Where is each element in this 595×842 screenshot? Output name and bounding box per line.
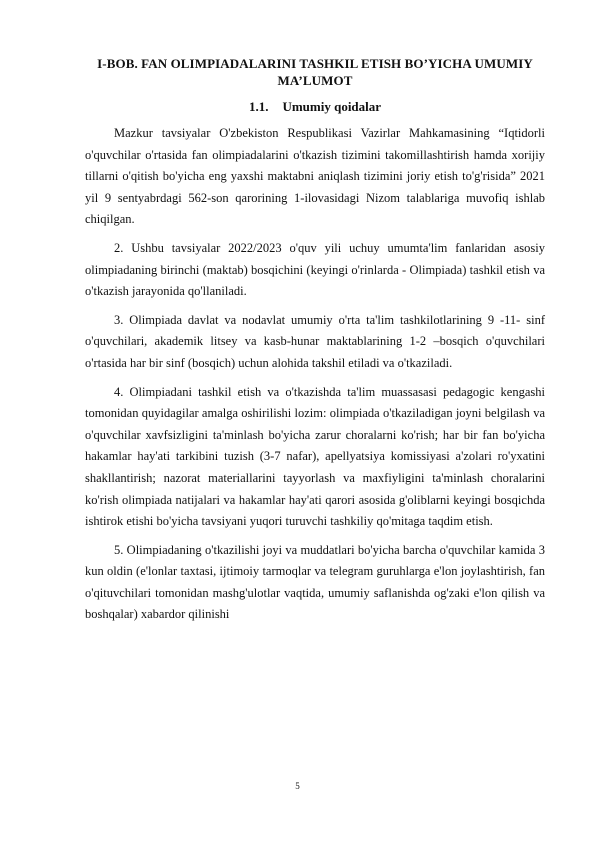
section-title: Umumiy qoidalar (282, 99, 382, 114)
paragraph-5: 5. Olimpiadaning o'tkazilishi joyi va muddatlari bo'yicha barcha o'quvchilar kamida 3 kun oldin (e'lonlar taxtasi, ijtimoiy tarmoqlar va telegram guruhlarga e'lon joylashtirish, fan o'qituvchilari tomonidan mashg'ulotlar vaqtida, umumiy saflanishda og'zaki e'lon qilish va boshqalar) xabardor qilinishi (85, 542, 545, 622)
page-number: 5 (295, 781, 300, 791)
paragraph-3: 3. Olimpiada davlat va nodavlat umumiy o'rta ta'lim tashkilotlarining 9 -11- sinf o'quvchilari, akademik litsey va kasb-hunar maktablarining 1-2 –bosqich o'quvchilari o'rtasida har bir sinf (bosqich) uchun alohida takshil etiladi va o'tkaziladi. (85, 312, 545, 370)
paragraph-1: Mazkur tavsiyalar O'zbekiston Respublikasi Vazirlar Mahkamasining “Iqtidorli o'quvchilar o'rtasida fan olimpiadalarini o'tkazish tizimini takomillashtirish hamda xorijiy tillarni o'qitish bo'yicha eng yaxshi maktabni aniqlash tizimini joriy etish to'g'risida” 2021 yil 9 sentyabrdagi 562-son qarorining 1-ilovasidagi Nizom talablariga muvofiq ishlab chiqilgan. (85, 126, 545, 227)
section-heading (85, 98, 545, 115)
paragraph-2: 2. Ushbu tavsiyalar 2022/2023 o'quv yili uchuy umumta'lim fanlaridan asosiy olimpiadaning birinchi (maktab) bosqichini (keyingi o'rinlarda - Olimpiada) tashkil etish va o'tkazish jarayonida qo'llaniladi. (85, 240, 545, 299)
section-number: 1.1. (248, 99, 269, 114)
chapter-title: I-BOB. FAN OLIMPIADALARINI TASHKIL ETISH BO’YICHA UMUMIY MA’LUMOT (97, 56, 533, 88)
page-content (85, 55, 545, 633)
paragraph-4: 4. Olimpiadani tashkil etish va o'tkazishda ta'lim muassasasi pedagogic kengashi tomonidan quyidagilar amalga oshirilishi lozim: olimpiada o'tkaziladigan joyni belgilash va o'quvchilar xavfsizligini ta'minlash bo'yicha zarur choralarni ko'rish; har bir fan bo'yicha hakamlar hay'ati tarkibini tuzish (3-7 nafar), apellyatsiya komissiyasi a'zolari ro'yxatini shakllantirish; nazorat materiallarini tayyorlash va maxfiyligini ta'minlash choralarini ko'rish olimpiada natijalari va hakamlar hay'ati qarori asosida g'oliblarni keyingi bosqichda ishtirok etishi bo'yicha tavsiyani yuqori turuvchi tashkiliy qo'mitaga taqdim etish. (85, 384, 545, 529)
